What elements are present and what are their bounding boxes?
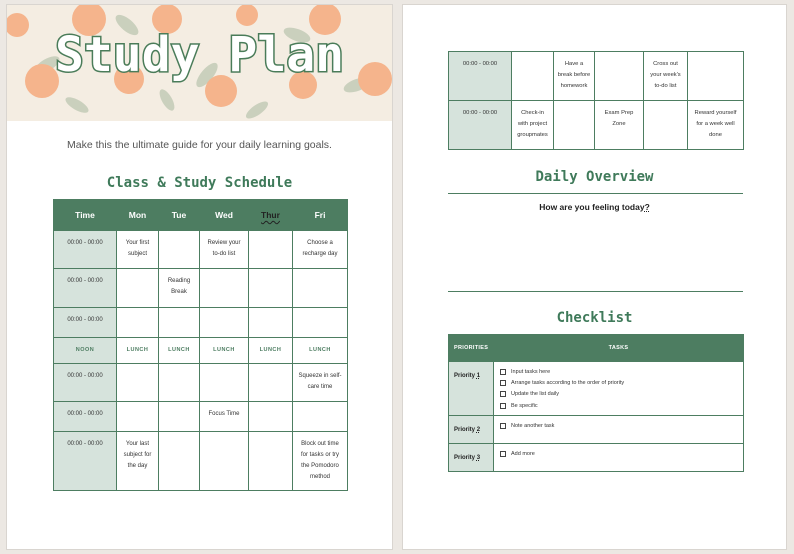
cell-text: recharge day	[302, 251, 338, 257]
checklist-table	[448, 334, 744, 472]
cell-text: to-do list	[654, 83, 677, 89]
cell-text: Check-in	[521, 110, 544, 116]
schedule-cell	[117, 432, 159, 491]
cell-text: groupmates	[517, 132, 548, 138]
page-title: Study Plan	[55, 27, 344, 83]
header-tue: Tue	[159, 200, 200, 231]
time-cell: 00:00 - 00:00	[449, 101, 512, 150]
schedule-cell	[159, 402, 200, 432]
priorities-header: PRIORITIES	[449, 335, 494, 362]
time-cell: 00:00 - 00:00	[54, 402, 117, 432]
schedule-cell	[644, 52, 688, 101]
divider	[448, 193, 743, 194]
schedule-cell	[117, 269, 159, 308]
header-time: Time	[54, 200, 117, 231]
cell-text: Block out time	[301, 441, 339, 447]
schedule-cell	[159, 364, 200, 402]
priority-cell	[449, 362, 494, 416]
schedule-cell	[293, 308, 348, 338]
checkbox-icon[interactable]	[500, 403, 506, 409]
priority-number: 1	[476, 373, 481, 379]
tasks-cell	[494, 416, 744, 444]
cell-text: Squeeze in self-	[298, 373, 342, 379]
header-thur-label: Thur	[261, 210, 280, 220]
schedule-row	[54, 432, 348, 491]
cell-text: subject for	[123, 452, 152, 458]
time-cell: 00:00 - 00:00	[449, 52, 512, 101]
schedule-cell	[644, 101, 688, 150]
schedule-row	[54, 269, 348, 308]
schedule-cell	[688, 101, 744, 150]
schedule-cell	[249, 364, 293, 402]
schedule-cell	[293, 269, 348, 308]
task-item[interactable]	[500, 400, 743, 411]
checklist-row	[449, 416, 744, 444]
schedule-heading: Class & Study Schedule	[106, 175, 293, 191]
schedule-cell	[117, 231, 159, 269]
task-text: Input tasks here	[511, 368, 551, 375]
task-item[interactable]	[500, 377, 743, 388]
cell-text: Your first	[125, 240, 150, 246]
cell-text: your week's	[650, 72, 681, 78]
header-fri: Fri	[293, 200, 348, 231]
cell-text: Reward yourself	[694, 110, 737, 116]
priority-number: 3	[476, 455, 481, 462]
tasks-header: TASKS	[494, 335, 744, 362]
checklist-row	[449, 444, 744, 472]
time-cell: 00:00 - 00:00	[54, 432, 117, 491]
schedule-cell	[293, 338, 348, 364]
schedule-cell	[512, 101, 554, 150]
cell-text: the Pomodoro	[301, 463, 339, 469]
schedule-table	[53, 199, 348, 491]
schedule-cell	[293, 231, 348, 269]
cell-text: for a week well	[696, 121, 735, 127]
priority-number: 2	[476, 427, 481, 434]
task-item[interactable]	[500, 389, 743, 400]
schedule-continued-table	[448, 51, 744, 150]
cell-text: LUNCH	[126, 347, 149, 353]
question-text: How are you feeling today	[539, 202, 645, 212]
cell-text: homework	[560, 83, 588, 89]
schedule-row	[54, 308, 348, 338]
schedule-cell	[688, 52, 744, 101]
cell-text: to-do list	[212, 251, 236, 257]
cell-text: LUNCH	[259, 347, 282, 353]
schedule-cell	[200, 364, 249, 402]
time-cell: 00:00 - 00:00	[54, 364, 117, 402]
priority-label: Priority	[454, 373, 476, 379]
priority-label: Priority	[454, 455, 476, 462]
schedule-cell	[249, 231, 293, 269]
cell-text: Have a	[564, 61, 584, 67]
schedule-cell	[200, 308, 249, 338]
schedule-cell	[159, 432, 200, 491]
checklist-heading: Checklist	[556, 310, 633, 326]
cell-text: the day	[127, 463, 148, 469]
checkbox-icon[interactable]	[500, 451, 506, 457]
task-text: Be specific	[511, 402, 538, 409]
cell-text: break before	[557, 72, 591, 78]
cell-text: Choose a	[307, 240, 333, 246]
checklist-row	[449, 362, 744, 416]
subtitle: Make this the ultimate guide for your daily learning goals.	[67, 139, 332, 151]
schedule-row	[449, 52, 744, 101]
task-item[interactable]	[500, 366, 743, 377]
cell-text: Your last	[125, 441, 150, 447]
priority-cell	[449, 416, 494, 444]
header-banner	[7, 5, 392, 121]
schedule-cell	[200, 402, 249, 432]
header-thur	[249, 200, 293, 231]
cell-text: Break	[171, 289, 187, 295]
schedule-cell	[117, 308, 159, 338]
schedule-cell	[117, 402, 159, 432]
cell-text: LUNCH	[309, 347, 331, 353]
schedule-cell	[595, 52, 644, 101]
page-right	[402, 4, 787, 550]
cell-text: LUNCH	[213, 347, 235, 353]
schedule-cell	[159, 231, 200, 269]
schedule-cell	[293, 402, 348, 432]
time-cell: 00:00 - 00:00	[54, 308, 117, 338]
daily-overview-heading: Daily Overview	[535, 169, 654, 185]
task-text: Arrange tasks according to the order of priority	[511, 379, 625, 386]
priority-label: Priority	[454, 427, 476, 434]
task-item[interactable]	[500, 420, 743, 431]
cell-text: done	[709, 132, 722, 138]
schedule-cell	[200, 269, 249, 308]
divider	[448, 291, 743, 292]
feeling-question	[403, 202, 786, 212]
checkbox-icon[interactable]	[500, 391, 506, 397]
schedule-cell	[249, 308, 293, 338]
schedule-cell	[200, 231, 249, 269]
schedule-row	[54, 364, 348, 402]
checkbox-icon[interactable]	[500, 380, 506, 386]
cell-text: care time	[307, 384, 333, 390]
cell-text: LUNCH	[168, 347, 190, 353]
cell-text: for tasks or try	[300, 452, 339, 458]
header-wed: Wed	[200, 200, 249, 231]
cell-text: Review your	[207, 240, 241, 246]
question-mark: ?	[644, 202, 650, 212]
task-text: Note another task	[511, 422, 555, 429]
schedule-cell	[117, 338, 159, 364]
schedule-cell	[200, 338, 249, 364]
schedule-cell	[159, 269, 200, 308]
schedule-cell	[249, 269, 293, 308]
cell-text: Focus Time	[208, 411, 240, 417]
schedule-cell	[249, 338, 293, 364]
schedule-row	[54, 402, 348, 432]
priority-cell	[449, 444, 494, 472]
task-item[interactable]	[500, 448, 743, 459]
cell-text: with project	[517, 121, 548, 127]
schedule-cell	[554, 52, 595, 101]
header-mon: Mon	[117, 200, 159, 231]
cell-text: method	[309, 474, 330, 480]
task-text: Add more	[511, 450, 535, 457]
schedule-row	[449, 101, 744, 150]
schedule-cell	[249, 402, 293, 432]
cell-text: Reading	[167, 278, 191, 284]
time-cell: NOON	[54, 338, 117, 364]
schedule-cell	[554, 101, 595, 150]
time-cell: 00:00 - 00:00	[54, 269, 117, 308]
cell-text: Exam Prep	[604, 110, 634, 116]
schedule-cell	[200, 432, 249, 491]
tasks-cell	[494, 444, 744, 472]
schedule-cell	[249, 432, 293, 491]
tasks-cell	[494, 362, 744, 416]
schedule-cell	[512, 52, 554, 101]
schedule-row	[54, 231, 348, 269]
schedule-cell	[293, 432, 348, 491]
checkbox-icon[interactable]	[500, 423, 506, 429]
task-text: Update the list daily	[511, 391, 559, 398]
schedule-cell	[117, 364, 159, 402]
time-cell: 00:00 - 00:00	[54, 231, 117, 269]
page-left	[6, 4, 393, 550]
schedule-cell	[293, 364, 348, 402]
checkbox-icon[interactable]	[500, 369, 506, 375]
cell-text: Zone	[612, 121, 626, 127]
schedule-cell	[159, 338, 200, 364]
cell-text: Cross out	[653, 61, 678, 67]
schedule-cell	[595, 101, 644, 150]
schedule-cell	[159, 308, 200, 338]
schedule-row	[54, 338, 348, 364]
cell-text: subject	[127, 251, 147, 257]
